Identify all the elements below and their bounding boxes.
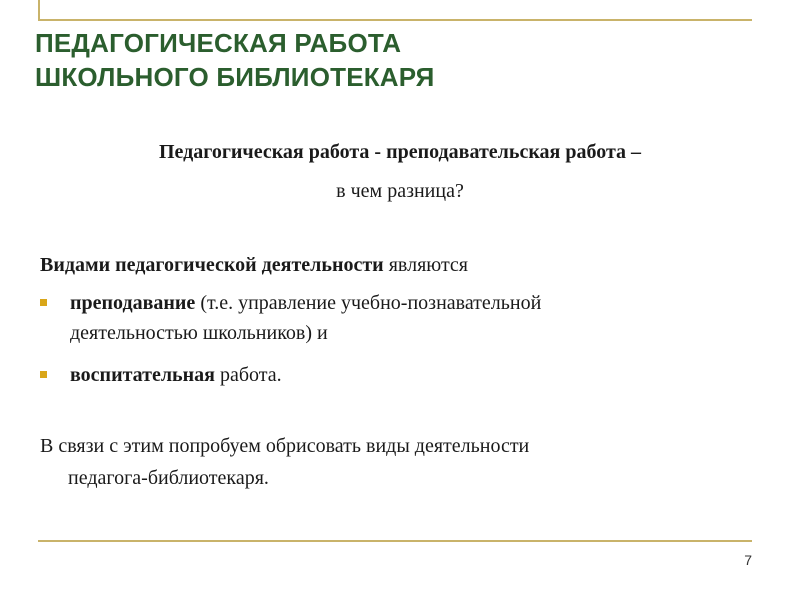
intro-bold: Видами педагогической деятельности — [40, 254, 384, 276]
bullet-rest-1: (т.е. управление учебно-познавательной — [195, 292, 542, 314]
bullet-text — [70, 288, 541, 348]
bullet-bold: воспитательная — [70, 364, 215, 386]
bullet-rest-2: деятельностью школьников) и — [70, 322, 328, 344]
outro-text — [40, 430, 529, 494]
title-line-1: ПЕДАГОГИЧЕСКАЯ РАБОТА — [35, 28, 402, 58]
bullet-bold: преподавание — [70, 292, 196, 314]
corner-rule — [38, 0, 40, 20]
intro-rest: являются — [383, 254, 468, 276]
outro-line-1: В связи с этим попробуем обрисовать виды деятельности — [40, 435, 530, 457]
bullet-marker — [40, 299, 47, 306]
outro-line-2: педагога-библиотекаря. — [68, 467, 269, 489]
bullet-item-upbringing — [40, 360, 282, 390]
bottom-rule — [38, 540, 752, 542]
top-rule — [38, 19, 752, 21]
subtitle-line-2: в чем разница? — [336, 180, 464, 202]
bullet-rest-1: работа. — [214, 364, 282, 386]
bullet-marker — [40, 371, 47, 378]
page-number: 7 — [744, 552, 752, 568]
slide-title — [35, 26, 435, 94]
bullet-text — [70, 360, 282, 390]
title-line-2: ШКОЛЬНОГО БИБЛИОТЕКАРЯ — [35, 62, 435, 92]
bullet-item-teaching — [40, 288, 541, 348]
intro-text — [40, 254, 468, 277]
subtitle-line-1: Педагогическая работа - преподавательская работа – — [158, 141, 642, 163]
